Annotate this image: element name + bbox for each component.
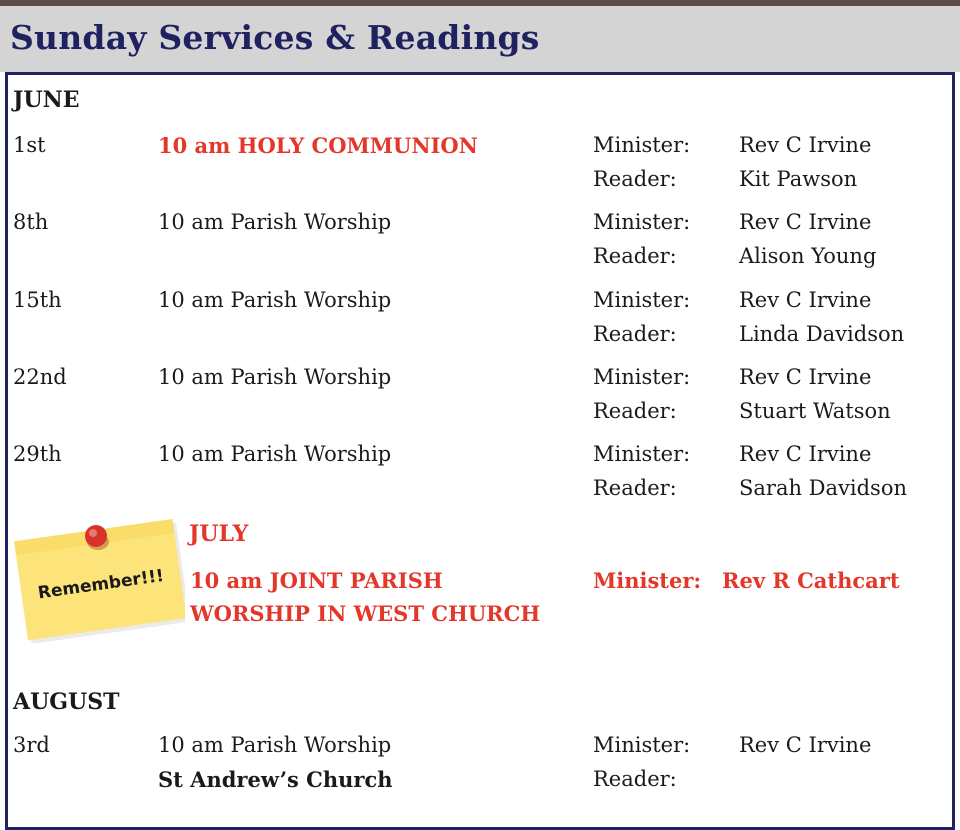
july-service-line1: 10 am JOINT PARISH bbox=[190, 568, 443, 593]
service-date: 8th bbox=[13, 210, 49, 234]
page-title: Sunday Services & Readings bbox=[10, 18, 540, 57]
minister-label: Minister: bbox=[593, 133, 691, 157]
reader-label: Reader: bbox=[593, 244, 677, 268]
service-title: 10 am Parish Worship bbox=[158, 442, 392, 466]
service-date: 29th bbox=[13, 442, 62, 466]
reader-name: Sarah Davidson bbox=[739, 476, 907, 500]
month-heading-june: JUNE bbox=[13, 87, 80, 113]
reader-name: Kit Pawson bbox=[739, 167, 858, 191]
service-title: 10 am Parish Worship bbox=[158, 210, 392, 234]
remember-sticky-note bbox=[10, 508, 185, 643]
july-minister-label: Minister: bbox=[593, 568, 702, 593]
minister-name: Rev C Irvine bbox=[739, 288, 872, 312]
service-date: 15th bbox=[13, 288, 62, 312]
minister-label: Minister: bbox=[593, 365, 691, 389]
schedule-panel bbox=[5, 72, 955, 830]
july-service-line2: WORSHIP IN WEST CHURCH bbox=[190, 601, 541, 626]
sticky-note-text: Remember!!! bbox=[36, 565, 166, 604]
minister-label: Minister: bbox=[593, 210, 691, 234]
reader-label: Reader: bbox=[593, 767, 677, 791]
minister-name: Rev C Irvine bbox=[739, 365, 872, 389]
minister-name: Rev C Irvine bbox=[739, 210, 872, 234]
service-title: 10 am Parish Worship bbox=[158, 733, 392, 757]
reader-label: Reader: bbox=[593, 476, 677, 500]
service-title: 10 am Parish Worship bbox=[158, 288, 392, 312]
reader-label: Reader: bbox=[593, 167, 677, 191]
month-heading-august: AUGUST bbox=[13, 689, 120, 715]
service-date: 22nd bbox=[13, 365, 67, 389]
minister-label: Minister: bbox=[593, 288, 691, 312]
service-title: 10 am Parish Worship bbox=[158, 365, 392, 389]
minister-name: Rev C Irvine bbox=[739, 733, 872, 757]
reader-name: Alison Young bbox=[739, 244, 877, 268]
service-title: 10 am HOLY COMMUNION bbox=[158, 133, 478, 158]
july-minister-name: Rev R Cathcart bbox=[722, 568, 900, 593]
service-date: 3rd bbox=[13, 733, 50, 757]
minister-name: Rev C Irvine bbox=[739, 442, 872, 466]
reader-label: Reader: bbox=[593, 322, 677, 346]
minister-label: Minister: bbox=[593, 733, 691, 757]
reader-name: Linda Davidson bbox=[739, 322, 905, 346]
minister-name: Rev C Irvine bbox=[739, 133, 872, 157]
page-header bbox=[0, 6, 960, 72]
minister-label: Minister: bbox=[593, 442, 691, 466]
month-heading-july: JULY bbox=[189, 521, 249, 547]
service-date: 1st bbox=[13, 133, 46, 157]
reader-name: Stuart Watson bbox=[739, 399, 891, 423]
service-venue: St Andrew’s Church bbox=[158, 767, 393, 792]
reader-label: Reader: bbox=[593, 399, 677, 423]
